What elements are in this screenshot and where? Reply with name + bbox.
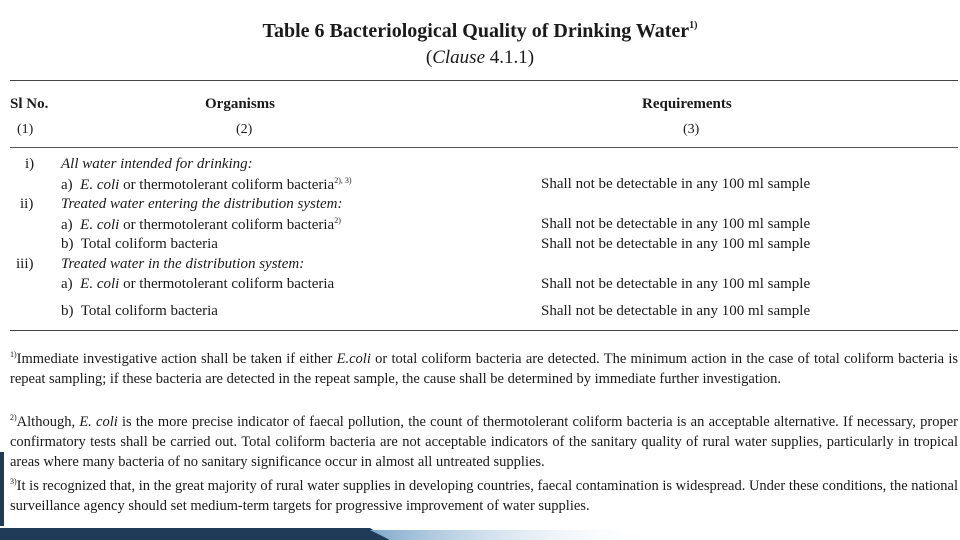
table-title-text: Table 6 Bacteriological Quality of Drinking Water bbox=[262, 20, 690, 42]
organism-name: Total coliform bacteria bbox=[80, 236, 218, 252]
footnote-italic: E.coli bbox=[336, 351, 371, 367]
category-heading: Treated water entering the distribution system: bbox=[61, 196, 343, 212]
table-title bbox=[0, 20, 960, 43]
row-number: ii) bbox=[20, 196, 34, 212]
table-row bbox=[61, 236, 218, 253]
organism-italic: E. coli bbox=[80, 177, 120, 193]
requirement-text: Shall not be detectable in any 100 ml sample bbox=[541, 303, 811, 319]
requirement-text: Shall not be detectable in any 100 ml sample bbox=[541, 216, 811, 232]
header-col-number-1: (1) bbox=[17, 122, 34, 137]
header-organisms: Organisms bbox=[205, 96, 276, 112]
clause-reference bbox=[0, 47, 960, 69]
top-rule bbox=[10, 80, 958, 81]
footnote-mark: 2) bbox=[334, 216, 341, 225]
footnote-text: or total coliform bacteria are detected. The minimum action in the case of total coliform bacteria is repeat sampling; if these bacteria are detected in the repeat sample, the cause shall be determined by immediate further investigation. bbox=[10, 351, 958, 387]
footnote-italic: E. coli bbox=[79, 414, 118, 430]
row-letter: b) bbox=[61, 303, 74, 319]
organism-name: or thermotolerant coliform bacteria bbox=[119, 276, 335, 292]
row-letter: a) bbox=[61, 276, 73, 292]
organism-italic: E. coli bbox=[80, 276, 120, 292]
table-row bbox=[61, 216, 341, 234]
footnote-text: is the more precise indicator of faecal pollution, the count of thermotolerant coliform bacteria is an acceptable alternative. If necessary, proper confirmatory tests shall be carried out. Total coliform bacteria are not acceptable indicators of the sanitary quality of rural water supplies, particularly in tropical areas where many bacteria of no sanitary significance occur in almost all untreated supplies. bbox=[10, 414, 958, 470]
footnote-text: Although, bbox=[16, 414, 80, 430]
row-number: i) bbox=[25, 156, 35, 172]
clause-open: ( bbox=[425, 47, 433, 68]
accent-dark-band bbox=[0, 528, 390, 540]
category-heading: Treated water in the distribution system: bbox=[61, 256, 305, 272]
organism-name: or thermotolerant coliform bacteria bbox=[119, 217, 335, 233]
row-letter: b) bbox=[61, 236, 74, 252]
footnote-text: Immediate investigative action shall be taken if either bbox=[16, 351, 337, 367]
organism-italic: E. coli bbox=[80, 217, 120, 233]
footnote-mark: 2), 3) bbox=[334, 176, 352, 185]
row-letter: a) bbox=[61, 177, 73, 193]
footnote-2 bbox=[10, 408, 958, 472]
header-col-number-3: (3) bbox=[683, 122, 700, 137]
requirement-text: Shall not be detectable in any 100 ml sample bbox=[541, 236, 811, 252]
header-col-number-2: (2) bbox=[236, 122, 253, 137]
accent-light-band bbox=[370, 530, 660, 540]
header-sl-no: Sl No. bbox=[10, 96, 49, 112]
requirement-text: Shall not be detectable in any 100 ml sample bbox=[541, 176, 811, 192]
clause-number: 4.1.1) bbox=[485, 47, 535, 68]
bottom-accent-decoration bbox=[0, 522, 960, 540]
table-row bbox=[61, 176, 352, 194]
title-footnote-mark: 1) bbox=[689, 20, 698, 31]
requirement-text: Shall not be detectable in any 100 ml sample bbox=[541, 276, 811, 292]
footnote-text: It is recognized that, in the great majority of rural water supplies in developing countries, faecal contamination is widespread. Under these conditions, the national surveillance agency should set medium-term targets for progressive improvement of water supplies. bbox=[10, 478, 958, 514]
footnote-mark: 1) bbox=[10, 350, 17, 359]
row-letter: a) bbox=[61, 217, 73, 233]
row-number: iii) bbox=[16, 256, 34, 272]
footnote-3 bbox=[10, 472, 958, 516]
left-accent-bar bbox=[0, 452, 4, 526]
table-row bbox=[61, 276, 334, 293]
bottom-rule bbox=[10, 330, 958, 331]
organism-name: or thermotolerant coliform bacteria bbox=[119, 177, 335, 193]
footnote-1 bbox=[10, 345, 958, 389]
header-rule bbox=[10, 147, 958, 148]
clause-word: Clause bbox=[432, 47, 486, 68]
header-requirements: Requirements bbox=[642, 96, 732, 112]
table-row bbox=[61, 303, 218, 320]
category-heading: All water intended for drinking: bbox=[61, 156, 253, 172]
footnote-mark: 3) bbox=[10, 477, 17, 486]
footnote-mark: 2) bbox=[10, 413, 17, 422]
organism-name: Total coliform bacteria bbox=[80, 303, 218, 319]
